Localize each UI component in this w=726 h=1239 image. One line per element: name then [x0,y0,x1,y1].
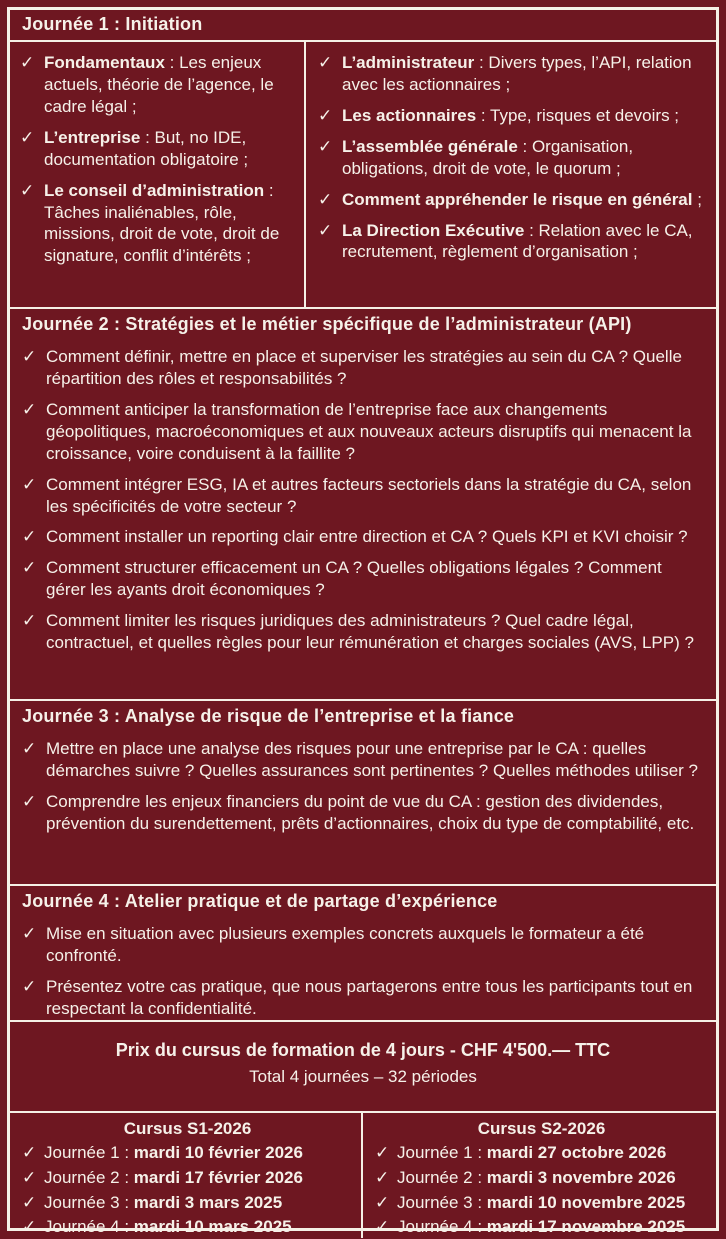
cursus-s1-column [10,1113,363,1238]
item-rest: : Tâches inaliénables, rôle, missions, droit de vote, droit de signature, conflit d’intérêts ; [44,180,280,266]
check-icon: ✓ [375,1217,390,1237]
check-icon: ✓ [318,189,333,209]
list-item [22,557,702,601]
check-icon: ✓ [375,1192,390,1212]
item-text: Comment installer un reporting clair entre direction et CA ? Quels KPI et KVI choisir ? [46,527,688,547]
price-section [10,1020,716,1111]
session-label: Journée 3 : [397,1192,487,1212]
item-text [397,1167,708,1190]
session-label: Journée 2 : [44,1167,134,1187]
list-item [318,136,706,180]
day2-section [10,307,716,699]
list-item [318,52,706,96]
price-line: Prix du cursus de formation de 4 jours - CHF 4'500.— TTC [115,1040,611,1060]
list-item [318,189,706,211]
item-text [44,1192,353,1215]
item-text [397,1142,708,1165]
list-item [22,791,702,835]
list-item [22,610,702,654]
check-icon: ✓ [318,105,333,125]
session-label: Journée 2 : [397,1167,487,1187]
list-item [20,180,294,268]
day4-section [10,884,716,1020]
item-text [342,136,706,180]
item-text [342,52,706,96]
check-icon: ✓ [20,127,35,147]
item-text [44,180,294,268]
list-item [22,923,702,967]
session-label: Journée 4 : [397,1217,487,1237]
day2-title: Journée 2 : Stratégies et le métier spécifique de l’administrateur (API) [22,314,632,334]
list-item [22,1167,353,1190]
item-text: Comment définir, mettre en place et superviser les stratégies au sein du CA ? Quelle répartition des rôles et responsabilités ? [46,347,682,388]
session-date: mardi 17 novembre 2025 [486,1217,686,1237]
check-icon: ✓ [318,220,333,240]
check-icon: ✓ [22,474,37,494]
check-icon: ✓ [22,1192,37,1212]
check-icon: ✓ [375,1143,390,1162]
day1-columns [10,40,716,307]
session-label: Journée 3 : [44,1192,134,1212]
check-icon: ✓ [20,180,35,200]
session-date: mardi 27 octobre 2026 [486,1143,667,1162]
session-label: Journée 4 : [44,1217,134,1237]
list-item [22,1216,353,1239]
item-text [44,1216,353,1239]
item-rest: : But, no IDE, documentation obligatoire ; [44,127,249,169]
program-table [7,7,719,1237]
item-lead: L’assemblée générale [342,136,518,156]
item-text [44,127,294,171]
day4-title: Journée 4 : Atelier pratique et de partage d’expérience [22,891,498,911]
session-label: Journée 1 : [44,1143,134,1162]
list-item [22,738,702,782]
item-lead: Comment appréhender le risque en général [342,189,693,209]
item-rest: : Relation avec le CA, recrutement, règlement d’organisation ; [342,220,693,262]
check-icon: ✓ [318,136,333,156]
day1-title: Journée 1 : Initiation [22,14,203,34]
session-date: mardi 17 février 2026 [133,1167,303,1187]
item-text [397,1192,708,1215]
check-icon: ✓ [22,976,37,996]
list-item [22,346,702,390]
day1-right-column [306,42,716,307]
session-date: mardi 10 novembre 2025 [486,1192,686,1212]
item-lead: L’administrateur [342,53,475,72]
item-text [44,52,294,118]
session-date: mardi 10 février 2026 [133,1143,303,1162]
cursus-s2-column [363,1113,716,1238]
day1-header [10,10,716,40]
price-total-line: Total 4 journées – 32 périodes [249,1067,477,1086]
list-item [375,1142,708,1165]
check-icon: ✓ [22,791,37,811]
list-item [22,1192,353,1215]
check-icon: ✓ [22,924,37,943]
session-date: mardi 10 mars 2025 [133,1217,292,1237]
item-rest: : Organisation, obligations, droit de vote, le quorum ; [342,136,634,178]
list-item [20,127,294,171]
check-icon: ✓ [22,611,37,631]
check-icon: ✓ [375,1167,390,1187]
item-rest: ; [692,189,702,209]
item-text: Comment intégrer ESG, IA et autres facteurs sectoriels dans la stratégie du CA, selon les spécificités de votre secteur ? [46,474,692,516]
list-item [22,474,702,518]
item-text [342,189,706,211]
item-text [342,220,706,264]
list-item [318,220,706,264]
item-text: Présentez votre cas pratique, que nous partagerons entre tous les participants tout en respectant la confidentialité. [46,976,693,1018]
item-rest: : Divers types, l’API, relation avec les actionnaires ; [342,53,692,94]
cursus-s2-title: Cursus S2-2026 [477,1119,606,1138]
session-label: Journée 1 : [397,1143,487,1162]
list-item [22,526,702,548]
session-date: mardi 3 mars 2025 [133,1192,283,1212]
check-icon: ✓ [22,347,37,366]
day3-title: Journée 3 : Analyse de risque de l’entreprise et la fiance [22,706,515,726]
item-text [397,1216,708,1239]
item-text [44,1167,353,1190]
check-icon: ✓ [22,527,37,547]
item-text [44,1142,353,1165]
check-icon: ✓ [20,53,35,72]
list-item [375,1167,708,1190]
item-lead: L’entreprise [44,127,141,147]
item-text: Mise en situation avec plusieurs exemples concrets auxquels le formateur a été confronté. [46,924,645,965]
item-text: Comment structurer efficacement un CA ? Quelles obligations légales ? Comment gérer les ayants droit économiques ? [46,558,662,600]
day1-left-column [10,42,306,307]
item-lead: Les actionnaires [342,105,477,125]
item-text [342,105,706,127]
check-icon: ✓ [22,399,37,419]
item-rest: : Type, risques et devoirs ; [476,105,680,125]
item-rest: : Les enjeux actuels, théorie de l’agence, le cadre légal ; [44,53,274,116]
item-lead: La Direction Exécutive [342,220,525,240]
check-icon: ✓ [22,1217,37,1237]
item-text: Mettre en place une analyse des risques pour une entreprise par le CA : quelles démarches suivre ? Quelles assurances sont pertinentes ? Quelles méthodes utiliser ? [46,739,699,780]
list-item [22,976,702,1020]
list-item [375,1216,708,1239]
list-item [22,1142,353,1165]
item-text: Comprendre les enjeux financiers du point de vue du CA : gestion des dividendes, prévention du surendettement, prêts d’actionnaires, choix du type de comptabilité, etc. [46,791,695,833]
item-lead: Le conseil d’administration [44,180,265,200]
check-icon: ✓ [22,1167,37,1187]
cursus-s1-title: Cursus S1-2026 [123,1119,252,1138]
list-item [22,399,702,465]
session-date: mardi 3 novembre 2026 [486,1167,676,1187]
check-icon: ✓ [22,1143,37,1162]
list-item [20,52,294,118]
day3-section [10,699,716,884]
item-text: Comment anticiper la transformation de l’entreprise face aux changements géopolitiques, macroéconomiques et aux nouveaux acteurs disruptifs qui menacent la croissance, voire conduisent à la faillite ? [46,399,692,463]
check-icon: ✓ [22,739,37,758]
item-lead: Fondamentaux [44,53,165,72]
list-item [318,105,706,127]
list-item [375,1192,708,1215]
cursus-row [10,1111,716,1238]
item-text: Comment limiter les risques juridiques des administrateurs ? Quel cadre légal, contractuel, et quelles règles pour leur rémunération et charges sociales (AVS, LPP) ? [46,611,694,653]
check-icon: ✓ [22,558,37,578]
check-icon: ✓ [318,53,333,72]
